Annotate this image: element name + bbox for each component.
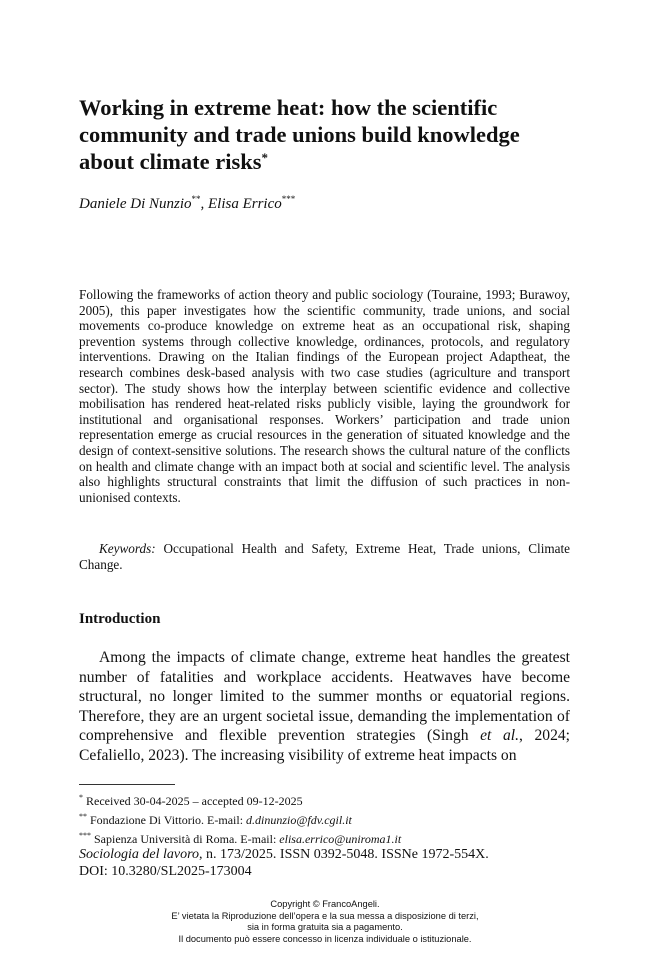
keywords xyxy=(79,541,570,572)
footnote-mark: * xyxy=(79,793,83,802)
footnote-mark: ** xyxy=(79,812,87,821)
keywords-list: Occupational Health and Safety, Extreme Heat, Trade unions, Climate Change. xyxy=(79,541,570,572)
journal-issue-details: , n. 173/2025. ISSN 0392-5048. ISSNe 1972-554X. xyxy=(199,847,489,862)
journal-name: Sociologia del lavoro xyxy=(79,847,200,862)
email-label: E-mail: xyxy=(207,813,247,827)
introduction-text: Among the impacts of climate change, extreme heat handles the greatest number of fatalities and workplace accidents. Heatwaves have become structural, no longer limited to the summer months or equatorial regions. Therefore, they are an urgent societal issue, demanding the implementation of comprehensive and flexible prevention strategies (Singh xyxy=(79,649,570,744)
article-title-text: Working in extreme heat: how the scientific community and trade unions build knowledge about climate risks xyxy=(79,95,520,174)
copyright-notice xyxy=(0,899,650,945)
copyright-line: Copyright © FrancoAngeli. xyxy=(270,899,380,909)
copyright-line: sia in forma gratuita sia a pagamento. xyxy=(247,922,403,932)
email-link[interactable]: elisa.errico@uniroma1.it xyxy=(279,832,402,846)
citation-et-al: et al. xyxy=(480,727,519,744)
article-title xyxy=(79,94,579,175)
abstract: Following the frameworks of action theory and public sociology (Touraine, 1993; Burawoy, 2005), this paper investigates how the scientific community, trade unions, and social movements co-produce knowledge on extreme heat as an occupational risk, shaping prevention systems through collective knowledge, ordinances, protocols, and regulatory interventions. Drawing on the Italian findings of the European project Adaptheat, the research combines desk-based analysis with two case studies (agriculture and transport sector). The study shows how the interplay between scientific evidence and collective mobilisation has rendered heat-related risks publicly visible, laying the groundwork for institutional and organisational responses. Workers’ participation and trade union representation emerge as crucial resources in the generation of situated knowledge and the design of context-sensitive solutions. The research shows the cultural nature of the conflicts on health and climate change with an impact both at social and scientific level. The analysis also highlights structural constraints that limit the diffusion of such practices in non-unionised contexts. xyxy=(79,287,570,505)
footnote xyxy=(79,828,570,847)
footnote-text: Sapienza Università di Roma. xyxy=(94,832,241,846)
journal-citation xyxy=(79,846,570,863)
section-heading-introduction: Introduction xyxy=(79,611,161,627)
footnote xyxy=(79,790,570,809)
author-name: Elisa Errico xyxy=(208,196,282,212)
author-footnote-mark: ** xyxy=(191,194,201,204)
footnote-divider xyxy=(79,784,175,785)
author-footnote-mark: *** xyxy=(281,194,296,204)
doi[interactable]: DOI: 10.3280/SL2025-173004 xyxy=(79,864,252,879)
email-link[interactable]: d.dinunzio@fdv.cgil.it xyxy=(246,813,352,827)
copyright-line: E’ vietata la Riproduzione dell’opera e la sua messa a disposizione di terzi, xyxy=(171,910,479,921)
footnote-text: Fondazione Di Vittorio. xyxy=(90,813,208,827)
footnote xyxy=(79,809,570,828)
copyright-line: Il documento può essere concesso in licenza individuale o istituzionale. xyxy=(178,933,472,944)
footnotes xyxy=(79,790,570,847)
author-list xyxy=(79,194,295,213)
introduction-paragraph xyxy=(79,648,570,765)
title-footnote-mark: * xyxy=(261,150,268,165)
author-separator: , xyxy=(200,196,208,212)
introduction-text-continued: , 2024; Cefaliello, 2023). The increasing visibility of extreme heat impacts on xyxy=(79,727,570,764)
keywords-label: Keywords: xyxy=(99,541,156,556)
journal-info xyxy=(79,846,570,880)
footnote-text: Received 30-04-2025 – accepted 09-12-2025 xyxy=(86,794,303,808)
email-label: E-mail: xyxy=(240,832,280,846)
author-name: Daniele Di Nunzio xyxy=(79,196,192,212)
footnote-mark: *** xyxy=(79,831,91,840)
